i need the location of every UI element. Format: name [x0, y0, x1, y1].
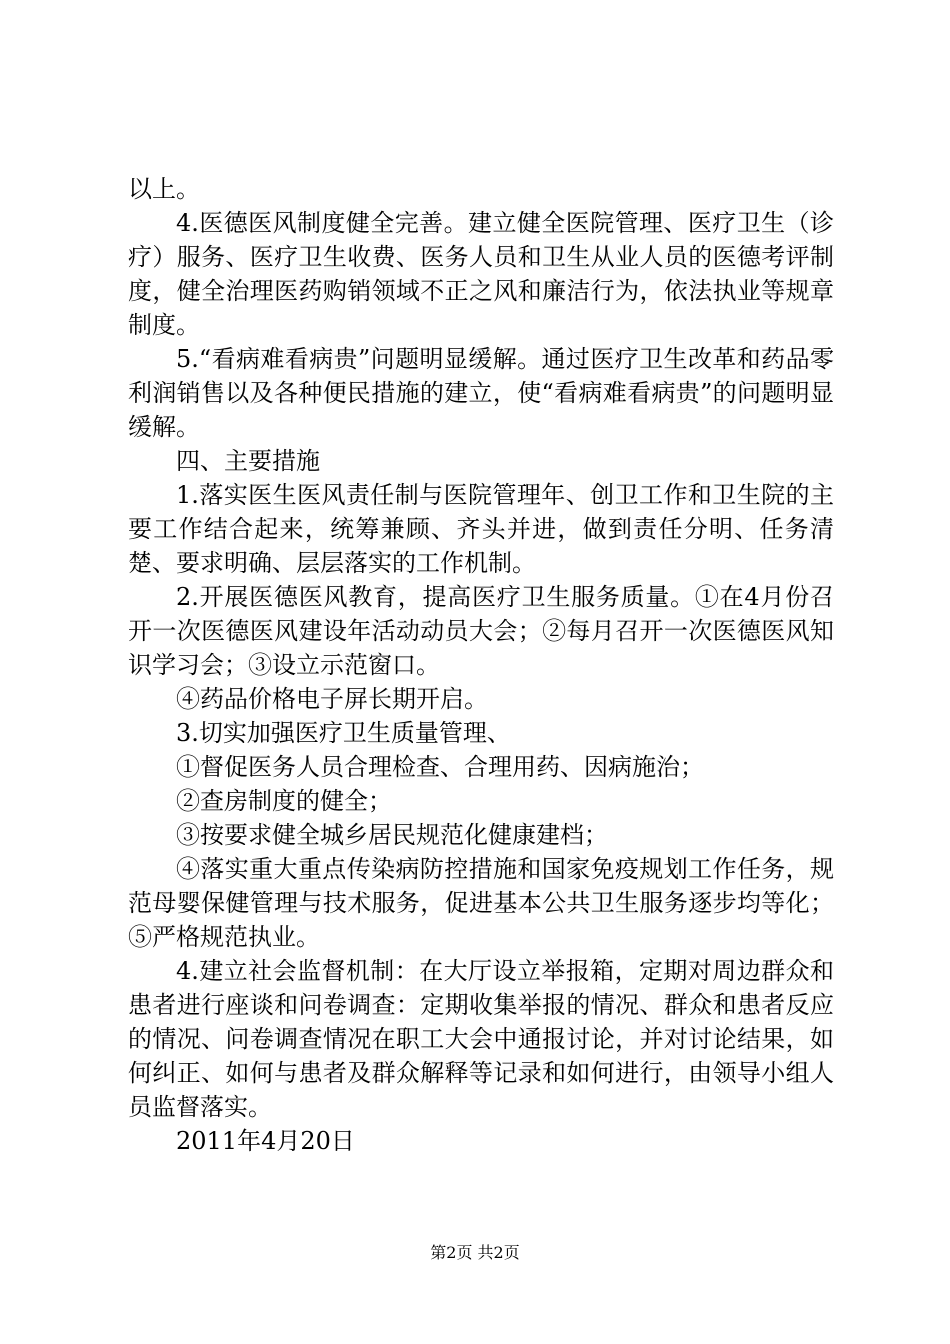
paragraph: 1.落实医生医风责任制与医院管理年、创卫工作和卫生院的主要工作结合起来，统筹兼顾、齐头并进，做到责任分明、任务清楚、要求明确、层层落实的工作机制。 — [128, 481, 834, 577]
document-body — [128, 172, 834, 1158]
paragraph: 4.医德医风制度健全完善。建立健全医院管理、医疗卫生（诊疗）服务、医疗卫生收费、医务人员和卫生从业人员的医德考评制度，健全治理医药购销领域不正之风和廉洁行为，依法执业等规章制度。 — [128, 209, 834, 339]
paragraph: ④药品价格电子屏长期开启。 — [176, 685, 488, 713]
paragraph: ②查房制度的健全； — [176, 787, 392, 815]
page-footer: 第2页 共2页 — [430, 1243, 520, 1262]
paragraph: 3.切实加强医疗卫生质量管理、 — [176, 719, 511, 747]
paragraph: ①督促医务人员合理检查、合理用药、因病施治； — [176, 753, 704, 781]
document-date: 2011年4月20日 — [176, 1127, 355, 1155]
paragraph: 4.建立社会监督机制：在大厅设立举报箱，定期对周边群众和患者进行座谈和问卷调查：定期收集举报的情况、群众和患者反应的情况、问卷调查情况在职工大会中通报讨论，并对讨论结果，如何纠正、如何与患者及群众解释等记录和如何进行，由领导小组人员监督落实。 — [128, 957, 834, 1121]
paragraph: 以上。 — [128, 175, 200, 203]
paragraph: 四、主要措施 — [176, 447, 320, 475]
paragraph: 5.“看病难看病贵”问题明显缓解。通过医疗卫生改革和药品零利润销售以及各种便民措施的建立，使“看病难看病贵”的问题明显缓解。 — [128, 345, 834, 441]
paragraph: ④落实重大重点传染病防控措施和国家免疫规划工作任务，规范母婴保健管理与技术服务，促进基本公共卫生服务逐步均等化；⑤严格规范执业。 — [128, 855, 834, 951]
paragraph: ③按要求健全城乡居民规范化健康建档； — [176, 821, 608, 849]
paragraph: 2.开展医德医风教育，提高医疗卫生服务质量。①在4月份召开一次医德医风建设年活动动员大会；②每月召开一次医德医风知识学习会；③设立示范窗口。 — [128, 583, 834, 679]
